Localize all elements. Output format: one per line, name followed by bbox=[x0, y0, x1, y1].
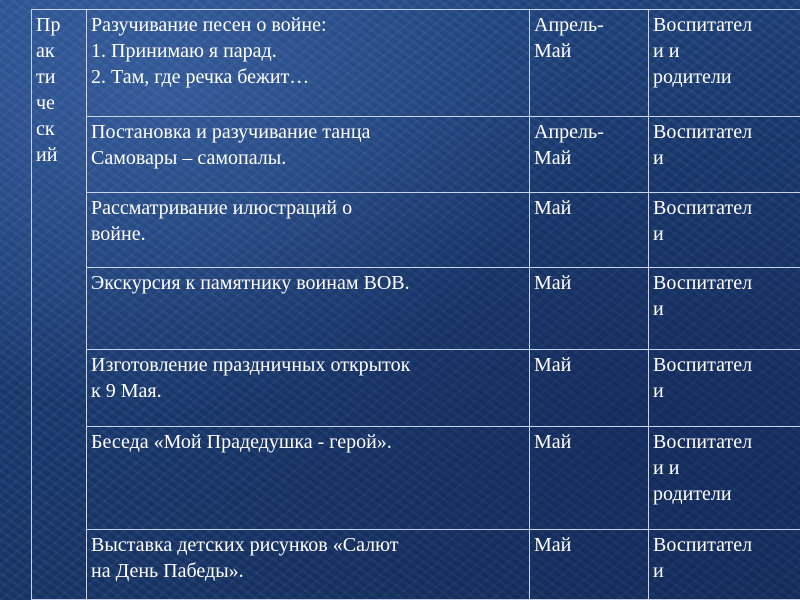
activity-line: Разучивание песен о войне: bbox=[91, 14, 327, 36]
activity-cell bbox=[87, 10, 530, 117]
responsible-line: Воспитател bbox=[653, 534, 753, 556]
activity-cell bbox=[87, 350, 530, 427]
activity-line: войне. bbox=[91, 223, 146, 245]
activity-line: Выставка детских рисунков «Салют bbox=[91, 534, 399, 556]
activity-line: 2. Там, где речка бежит… bbox=[91, 66, 310, 88]
period-line: Апрель- bbox=[534, 121, 604, 143]
responsible-line: Воспитател bbox=[653, 431, 753, 453]
responsible-cell bbox=[649, 268, 800, 350]
period-line: Май bbox=[534, 40, 572, 62]
activity-line: Беседа «Мой Прадедушка - герой». bbox=[91, 431, 392, 453]
period-cell bbox=[530, 193, 649, 268]
responsible-line: и и bbox=[653, 457, 680, 479]
activity-line: Постановка и разучивание танца bbox=[91, 121, 371, 143]
activity-line: на День Пабеды». bbox=[91, 560, 244, 582]
responsible-line: родители bbox=[653, 66, 732, 88]
table-row bbox=[32, 268, 800, 350]
period-cell bbox=[530, 350, 649, 427]
table-row bbox=[32, 427, 800, 530]
responsible-cell bbox=[649, 193, 800, 268]
period-line: Май bbox=[534, 197, 572, 219]
period-cell bbox=[530, 427, 649, 530]
responsible-line: и bbox=[653, 147, 664, 169]
responsible-cell bbox=[649, 117, 800, 193]
period-line: Май bbox=[534, 534, 572, 556]
activity-line: Самовары – самопалы. bbox=[91, 147, 287, 169]
responsible-cell bbox=[649, 350, 800, 427]
period-line: Май bbox=[534, 272, 572, 294]
responsible-cell bbox=[649, 530, 800, 600]
activity-plan-table bbox=[31, 9, 800, 600]
activity-line: Экскурсия к памятнику воинам ВОВ. bbox=[91, 272, 410, 294]
period-cell bbox=[530, 10, 649, 117]
period-line: Май bbox=[534, 354, 572, 376]
responsible-line: и bbox=[653, 223, 664, 245]
activity-cell bbox=[87, 530, 530, 600]
activity-line: Рассматривание илюстраций о bbox=[91, 197, 353, 219]
responsible-line: и bbox=[653, 380, 664, 402]
activity-line: Изготовление праздничных открыток bbox=[91, 354, 411, 376]
table-row bbox=[32, 117, 800, 193]
table-row bbox=[32, 530, 800, 600]
stage-label-line: ти bbox=[36, 66, 56, 88]
stage-label-line: че bbox=[36, 92, 55, 114]
period-cell bbox=[530, 268, 649, 350]
table-row bbox=[32, 10, 800, 117]
period-cell bbox=[530, 117, 649, 193]
responsible-cell bbox=[649, 10, 800, 117]
activity-cell bbox=[87, 193, 530, 268]
table-row bbox=[32, 350, 800, 427]
stage-label-line: ак bbox=[36, 40, 55, 62]
responsible-line: Воспитател bbox=[653, 14, 753, 36]
activity-line: к 9 Мая. bbox=[91, 380, 162, 402]
activity-cell bbox=[87, 117, 530, 193]
responsible-line: Воспитател bbox=[653, 272, 753, 294]
responsible-line: родители bbox=[653, 483, 732, 505]
stage-label-line: Пр bbox=[36, 14, 61, 36]
period-line: Май bbox=[534, 431, 572, 453]
table-row bbox=[32, 193, 800, 268]
period-line: Апрель- bbox=[534, 14, 604, 36]
stage-cell bbox=[32, 10, 87, 600]
activity-cell bbox=[87, 427, 530, 530]
stage-label-line: ск bbox=[36, 118, 55, 140]
stage-label-line: ий bbox=[36, 144, 58, 166]
responsible-line: и bbox=[653, 298, 664, 320]
responsible-line: Воспитател bbox=[653, 354, 753, 376]
responsible-line: и bbox=[653, 560, 664, 582]
responsible-cell bbox=[649, 427, 800, 530]
responsible-line: и и bbox=[653, 40, 680, 62]
activity-cell bbox=[87, 268, 530, 350]
responsible-line: Воспитател bbox=[653, 197, 753, 219]
period-cell bbox=[530, 530, 649, 600]
activity-line: 1. Принимаю я парад. bbox=[91, 40, 277, 62]
period-line: Май bbox=[534, 147, 572, 169]
responsible-line: Воспитател bbox=[653, 121, 753, 143]
